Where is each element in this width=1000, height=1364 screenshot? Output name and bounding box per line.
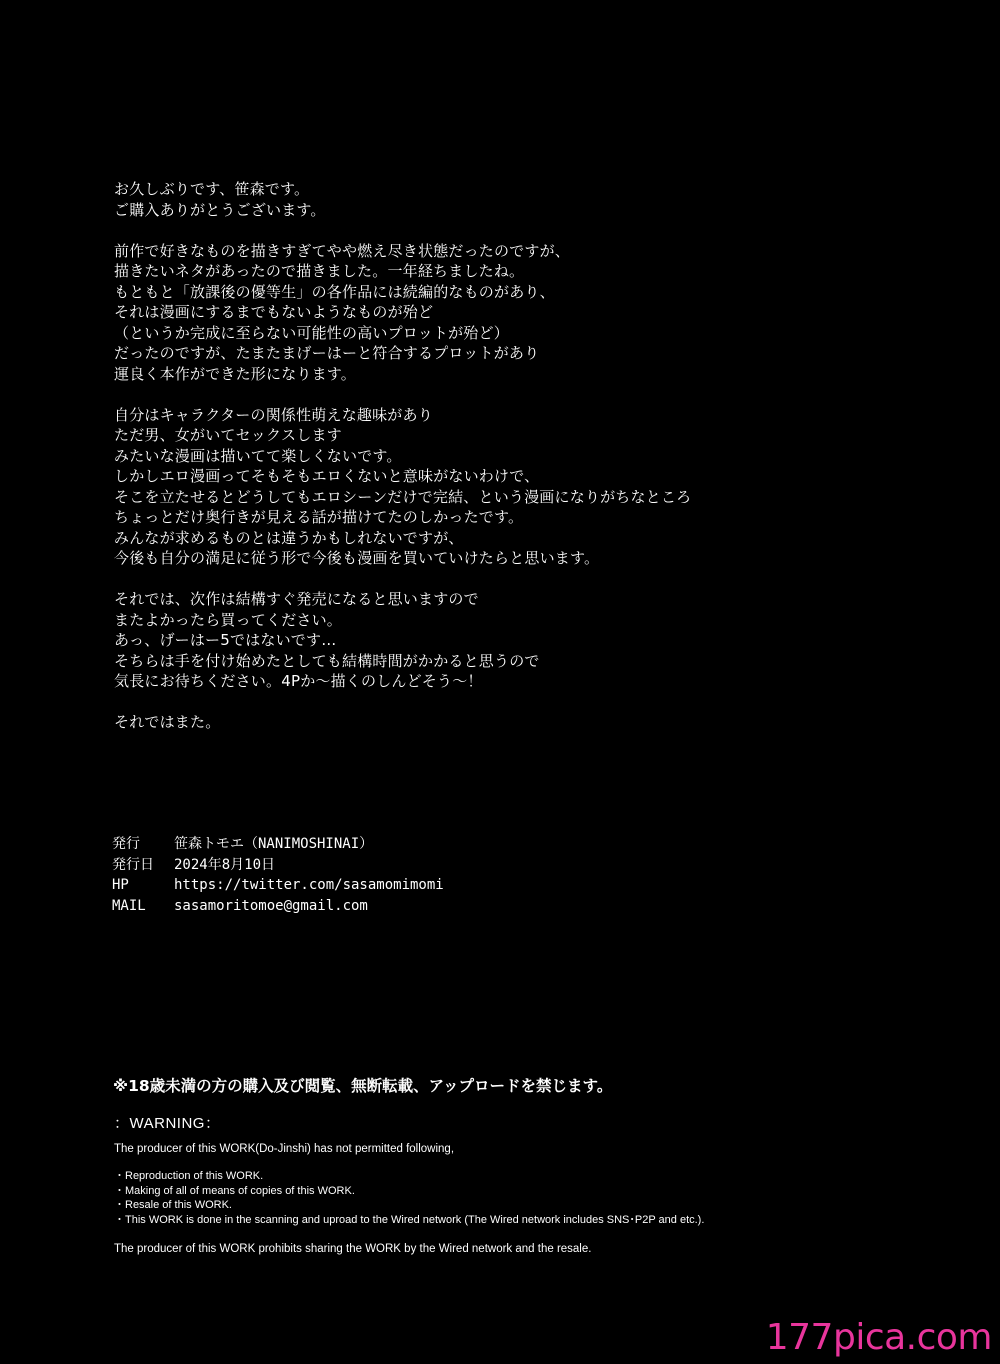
- list-item: ・Reproduction of this WORK.: [114, 1170, 264, 1182]
- afterword-line: みたいな漫画は描いてて楽しくないです。: [114, 446, 402, 465]
- colophon-row-date: [112, 855, 444, 876]
- colophon-label: HP: [112, 877, 129, 893]
- afterword-line: 前作で好きなものを描きすぎてやや燃え尽き状態だったのですが、: [114, 241, 571, 260]
- afterword-line: あっ、げーはー5ではないです…: [114, 631, 337, 649]
- colophon-homepage-link[interactable]: https://twitter.com/sasamomimomi: [174, 877, 444, 893]
- colophon-row-publisher: [112, 834, 444, 855]
- colophon-label: MAIL: [112, 897, 146, 914]
- afterword-line: だったのですが、たまたまげーはーと符合するプロットがあり: [114, 344, 540, 362]
- colophon-label: 発行日: [112, 856, 154, 873]
- afterword-line: 描きたいネタがあったので描きました。一年経ちましたね。: [114, 262, 525, 280]
- afterword-line: もともと「放課後の優等生」の各作品には続編的なものがあり、: [114, 282, 555, 301]
- colophon-label: 発行: [112, 836, 140, 852]
- colophon-publisher: 笹森トモエ（NANIMOSHINAI）: [174, 836, 374, 852]
- colophon: [112, 834, 444, 916]
- afterword-line: それではまた。: [114, 713, 221, 731]
- afterword-text: [114, 179, 974, 753]
- warning-intro: The producer of this WORK(Do-Jinshi) has not permitted following,: [114, 1143, 455, 1155]
- warning-title: ：WARNING：: [114, 1115, 221, 1132]
- afterword-paragraph-thoughts: [114, 405, 974, 569]
- list-item: ・Resale of this WORK.: [114, 1199, 232, 1211]
- afterword-line: 運良く本作ができた形になります。: [114, 364, 357, 383]
- afterword-line: （というか完成に至らない可能性の高いプロットが殆ど）: [114, 323, 509, 342]
- colophon-date: 2024年8月10日: [174, 856, 276, 873]
- afterword-paragraph-closing: [114, 712, 974, 733]
- afterword-line: しかしエロ漫画ってそもそもエロくないと意味がないわけで、: [114, 467, 540, 485]
- age-restriction-notice: ※18歳未満の方の購入及び閲覧、無断転載、アップロードを禁じます。: [113, 1077, 613, 1095]
- afterword-line: そこを立たせるとどうしてもエロシーンだけで完結、という漫画になりがちなところ: [114, 487, 692, 506]
- afterword-line: みんなが求めるものとは違うかもしれないですが、: [114, 528, 464, 547]
- afterword-line: それは漫画にするまでもないようなものが殆ど: [114, 303, 434, 321]
- afterword-line: またよかったら買ってください。: [114, 610, 343, 629]
- colophon-row-homepage: [112, 875, 444, 896]
- afterword-line: 今後も自分の満足に従う形で今後も漫画を買いていけたらと思います。: [114, 549, 600, 567]
- afterword-line: 自分はキャラクターの関係性萌えな趣味があり: [114, 405, 433, 424]
- site-watermark: 177pica.com: [765, 1317, 992, 1358]
- afterword-paragraph-background: [114, 241, 974, 385]
- afterword-line: そちらは手を付け始めたとしても結構時間がかかると思うので: [114, 651, 540, 670]
- list-item: ・This WORK is done in the scanning and uproad to the Wired network (The Wired network includes SNS･P2P and etc.).: [114, 1213, 705, 1226]
- afterword-line: それでは、次作は結構すぐ発売になると思いますので: [114, 590, 479, 608]
- afterword-paragraph-next-work: [114, 589, 974, 692]
- warning-closing: The producer of this WORK prohibits sharing the WORK by the Wired network and the resale.: [114, 1243, 592, 1255]
- afterword-line: ちょっとだけ奥行きが見える話が描けてたのしかったです。: [114, 508, 524, 526]
- list-item: ・Making of all of means of copies of this WORK.: [114, 1184, 355, 1197]
- afterword-line: お久しぶりです、笹森です。: [114, 180, 310, 198]
- afterword-line: 気長にお待ちください。4Pか〜描くのしんどそう〜！: [114, 672, 483, 690]
- afterword-line: ただ男、女がいてセックスします: [114, 426, 342, 444]
- warning-list: [114, 1169, 704, 1227]
- afterword-paragraph-greeting: [114, 179, 974, 220]
- colophon-email-link[interactable]: sasamoritomoe@gmail.com: [174, 897, 368, 914]
- colophon-row-mail: [112, 896, 444, 917]
- afterword-line: ご購入ありがとうございます。: [114, 200, 326, 219]
